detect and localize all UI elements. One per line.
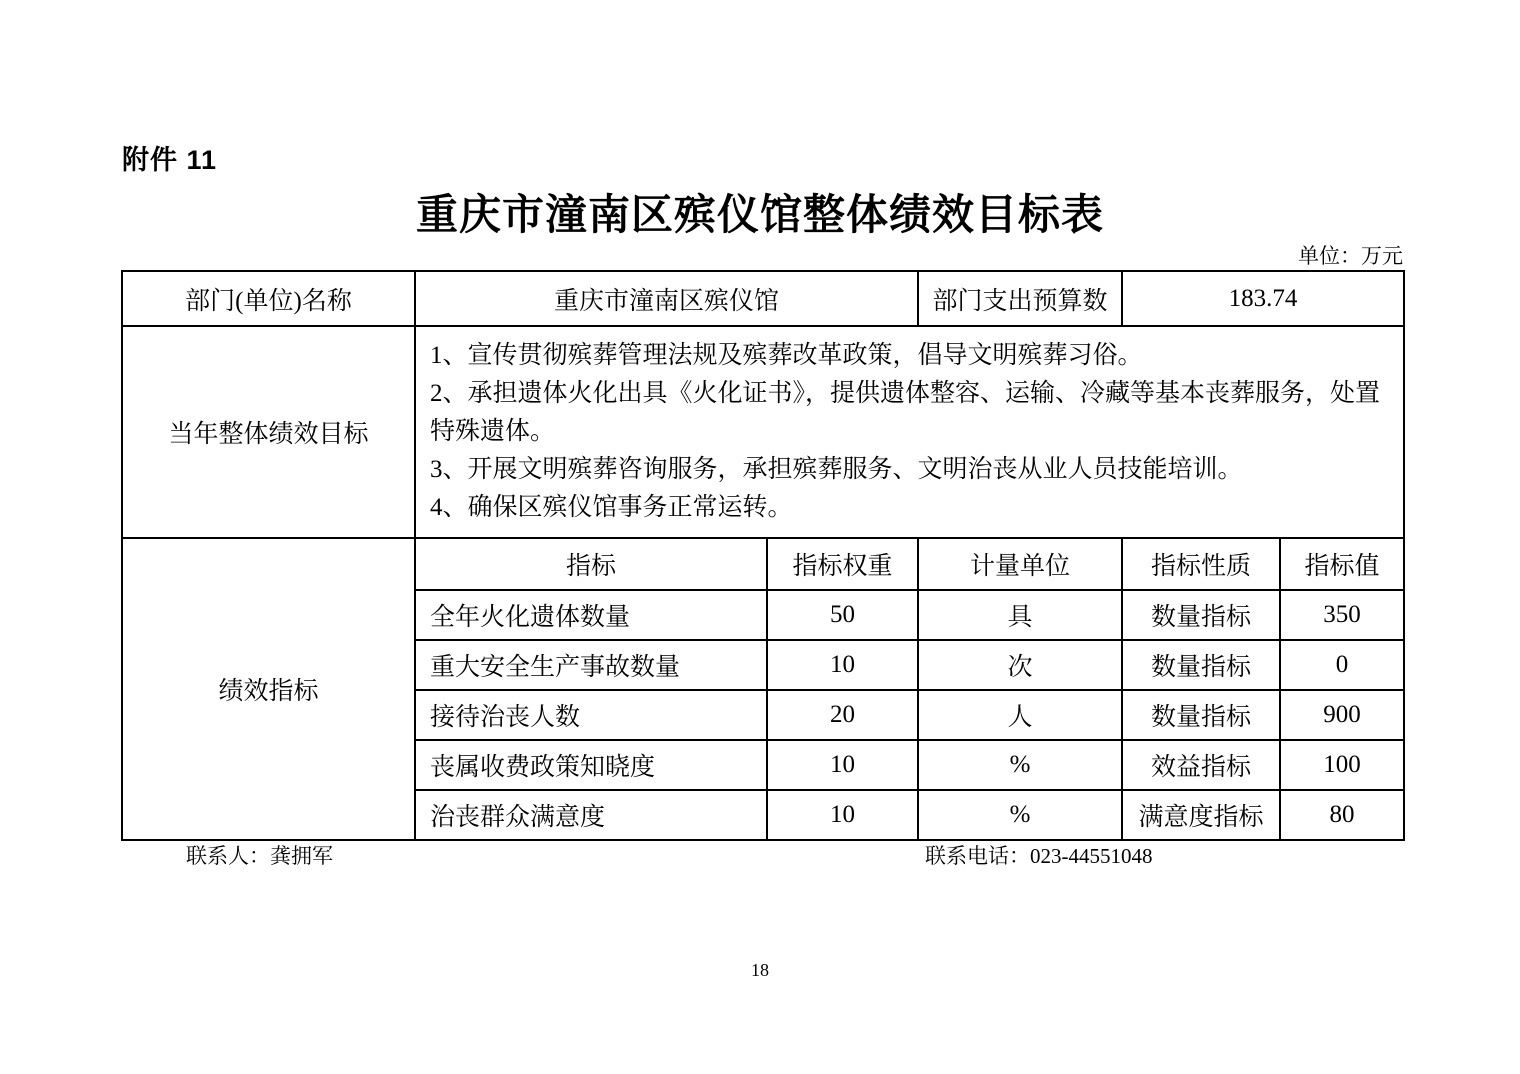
col-header-unit: 计量单位: [918, 538, 1122, 590]
contact-person: 联系人：龚拥军: [186, 844, 333, 868]
indicator-weight: 10: [767, 740, 918, 790]
col-header-nature: 指标性质: [1122, 538, 1280, 590]
indicator-value: 100: [1280, 740, 1404, 790]
indicator-weight: 10: [767, 640, 918, 690]
indicator-weight: 50: [767, 590, 918, 640]
indicator-nature: 效益指标: [1122, 740, 1280, 790]
indicator-weight: 20: [767, 690, 918, 740]
indicator-name: 接待治丧人数: [415, 690, 767, 740]
col-header-indicator: 指标: [415, 538, 767, 590]
indicator-unit: 具: [918, 590, 1122, 640]
performance-target-table: [121, 270, 1405, 841]
indicator-nature: 满意度指标: [1122, 790, 1280, 840]
contact-phone: 联系电话：023-44551048: [925, 844, 1153, 868]
table-row-goals: [122, 326, 1404, 538]
indicator-unit: 人: [918, 690, 1122, 740]
indicator-weight: 10: [767, 790, 918, 840]
unit-note: 单位：万元: [1298, 244, 1403, 268]
indicator-value: 0: [1280, 640, 1404, 690]
goal-item-1: 1、宣传贯彻殡葬管理法规及殡葬改革政策，倡导文明殡葬习俗。: [430, 342, 1143, 369]
goal-item-3: 3、开展文明殡葬咨询服务，承担殡葬服务、文明治丧从业人员技能培训。: [430, 456, 1243, 483]
indicator-value: 350: [1280, 590, 1404, 640]
indicator-name: 全年火化遗体数量: [415, 590, 767, 640]
indicator-nature: 数量指标: [1122, 590, 1280, 640]
indicators-label: 绩效指标: [122, 538, 415, 840]
table-row-indicator-header: [122, 538, 1404, 590]
indicator-nature: 数量指标: [1122, 640, 1280, 690]
page-title: 重庆市潼南区殡仪馆整体绩效目标表: [415, 193, 1104, 239]
attachment-label: 附件 11: [122, 145, 218, 175]
goals-cell: [415, 326, 1404, 538]
dept-name-label: 部门(单位)名称: [122, 271, 415, 326]
indicator-unit: %: [918, 790, 1122, 840]
col-header-weight: 指标权重: [767, 538, 918, 590]
indicator-value: 900: [1280, 690, 1404, 740]
goals-label: 当年整体绩效目标: [122, 326, 415, 538]
dept-name-value: 重庆市潼南区殡仪馆: [415, 271, 918, 326]
indicator-value: 80: [1280, 790, 1404, 840]
budget-value: 183.74: [1122, 271, 1404, 326]
goal-item-4: 4、确保区殡仪馆事务正常运转。: [430, 494, 793, 521]
goal-item-2: 2、承担遗体火化出具《火化证书》，提供遗体整容、运输、冷藏等基本丧葬服务，处置特殊遗体。: [430, 380, 1381, 445]
page-number: 18: [751, 960, 769, 980]
indicator-name: 治丧群众满意度: [415, 790, 767, 840]
col-header-value: 指标值: [1280, 538, 1404, 590]
indicator-unit: %: [918, 740, 1122, 790]
indicator-nature: 数量指标: [1122, 690, 1280, 740]
indicator-unit: 次: [918, 640, 1122, 690]
indicator-name: 丧属收费政策知晓度: [415, 740, 767, 790]
table-row-dept: [122, 271, 1404, 326]
indicator-name: 重大安全生产事故数量: [415, 640, 767, 690]
budget-label: 部门支出预算数: [918, 271, 1122, 326]
